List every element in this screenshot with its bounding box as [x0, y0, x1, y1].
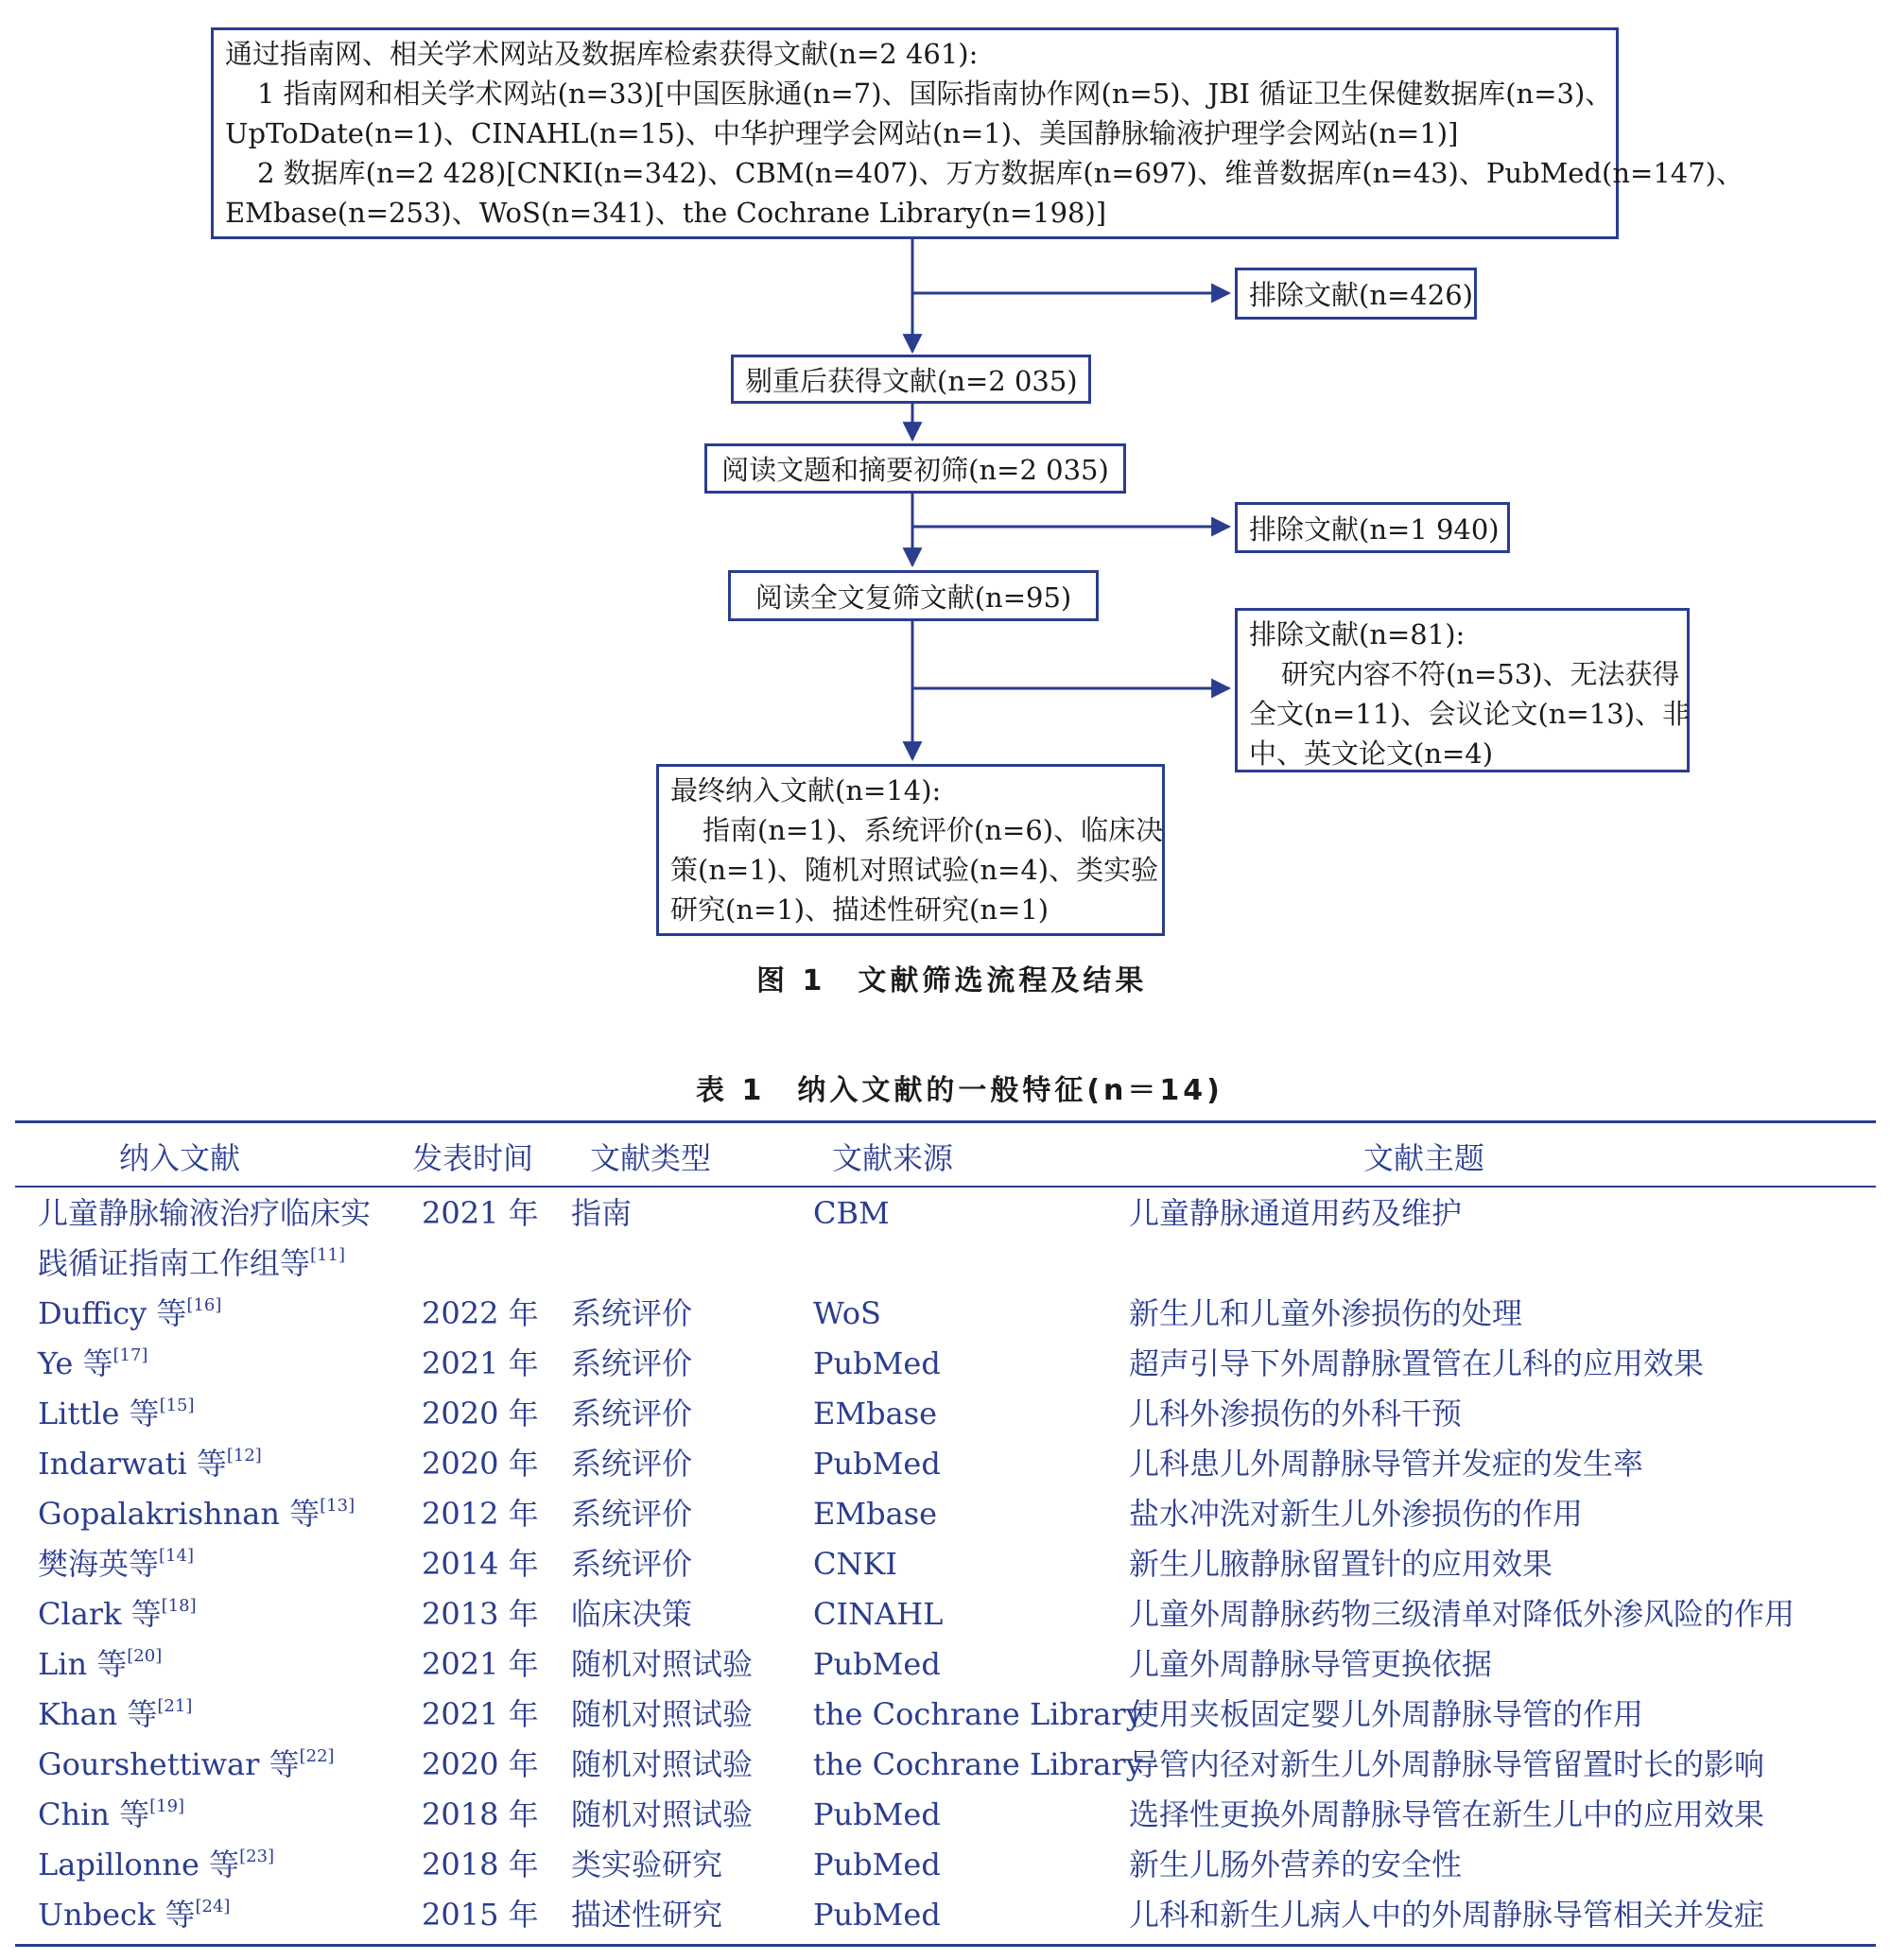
table-row	[0, 1890, 1891, 1940]
table-row	[0, 1489, 1891, 1539]
cell-topic: 儿童外周静脉药物三级清单对降低外渗风险的作用	[1129, 1596, 1796, 1632]
cell-reference	[38, 1639, 162, 1690]
cell-type: 临床决策	[571, 1596, 693, 1632]
exclude-box-1-text: 排除文献(n=426)	[1249, 279, 1473, 311]
screening-box	[704, 443, 1126, 494]
exclude-box-3-line4: 中、英文论文(n=4)	[1249, 737, 1494, 770]
cell-source: WoS	[813, 1295, 881, 1331]
table-bottom-rule	[15, 1944, 1876, 1947]
cell-year: 2021 年	[422, 1646, 539, 1682]
table-row	[0, 1740, 1891, 1790]
cell-reference	[38, 1539, 194, 1589]
citation: [14]	[159, 1546, 194, 1566]
cell-year: 2013 年	[422, 1596, 539, 1632]
search-box-line1: 通过指南网、相关学术网站及数据库检索获得文献(n=2 461):	[225, 38, 979, 70]
table-caption: 表 1 纳入文献的一般特征(n＝14)	[696, 1074, 1223, 1107]
final-box-line2: 指南(n=1)、系统评价(n=6)、临床决	[703, 814, 1164, 846]
cell-type: 描述性研究	[571, 1897, 723, 1933]
final-box-line3: 策(n=1)、随机对照试验(n=4)、类实验	[670, 854, 1159, 886]
cell-source: CBM	[813, 1195, 890, 1231]
exclude-box-3-line2: 研究内容不符(n=53)、无法获得	[1281, 658, 1680, 690]
search-box-line2: 1 指南网和相关学术网站(n=33)[中国医脉通(n=7)、国际指南协作网(n=5)、JBI 循证卫生保健数据库(n=3)、	[257, 78, 1613, 110]
table-row	[0, 1840, 1891, 1890]
cell-topic: 导管内径对新生儿外周静脉导管留置时长的影响	[1129, 1746, 1765, 1782]
cell-type: 随机对照试验	[571, 1696, 754, 1732]
cell-year: 2022 年	[422, 1295, 539, 1331]
reference-text: Lin 等	[38, 1646, 128, 1682]
cell-reference	[38, 1339, 147, 1389]
header-source: 文献来源	[832, 1140, 954, 1176]
table-top-rule	[15, 1120, 1876, 1123]
search-box-line3: UpToDate(n=1)、CINAHL(n=15)、中华护理学会网站(n=1)、美国静脉输液护理学会网站(n=1)]	[225, 117, 1459, 149]
cell-topic: 超声引导下外周静脉置管在儿科的应用效果	[1129, 1345, 1705, 1381]
citation: [19]	[149, 1796, 185, 1816]
table-row	[0, 1639, 1891, 1690]
reference-text: Clark 等	[38, 1596, 162, 1632]
cell-reference	[38, 1890, 230, 1940]
cell-year: 2018 年	[422, 1796, 539, 1832]
fulltext-box-text: 阅读全文复筛文献(n=95)	[755, 581, 1072, 614]
table-header-rule	[15, 1186, 1876, 1188]
citation: [16]	[186, 1295, 222, 1315]
cell-source: PubMed	[813, 1897, 941, 1933]
citation: [21]	[157, 1696, 193, 1716]
screening-box-text: 阅读文题和摘要初筛(n=2 035)	[721, 454, 1109, 486]
citation: [13]	[320, 1496, 356, 1516]
reference-text: Khan 等	[38, 1696, 158, 1732]
exclude-box-2	[1235, 502, 1510, 553]
cell-type: 随机对照试验	[571, 1746, 754, 1782]
cell-type: 随机对照试验	[571, 1646, 754, 1682]
table-row	[0, 1389, 1891, 1439]
final-box-line4: 研究(n=1)、描述性研究(n=1)	[670, 893, 1050, 926]
exclude-box-2-text: 排除文献(n=1 940)	[1249, 513, 1500, 546]
cell-year: 2021 年	[422, 1345, 539, 1381]
cell-reference	[38, 1840, 274, 1890]
table-row	[0, 1589, 1891, 1639]
cell-type: 指南	[571, 1195, 633, 1231]
cell-topic: 新生儿肠外营养的安全性	[1129, 1847, 1463, 1882]
cell-reference	[38, 1589, 197, 1639]
cell-type: 系统评价	[571, 1396, 693, 1431]
reference-text: Little 等	[38, 1396, 160, 1431]
cell-topic: 使用夹板固定婴儿外周静脉导管的作用	[1129, 1696, 1644, 1732]
table-row	[0, 1339, 1891, 1389]
cell-type: 系统评价	[571, 1295, 693, 1331]
search-box-line5: EMbase(n=253)、WoS(n=341)、the Cochrane Library(n=198)]	[225, 197, 1107, 229]
cell-source: PubMed	[813, 1847, 941, 1882]
cell-topic: 儿童静脉通道用药及维护	[1129, 1195, 1463, 1231]
cell-reference	[38, 1740, 335, 1790]
header-reference: 纳入文献	[119, 1140, 241, 1176]
cell-source: CINAHL	[813, 1596, 944, 1632]
search-results-box	[211, 27, 1744, 239]
citation: [11]	[310, 1245, 345, 1265]
citation: [18]	[161, 1596, 197, 1616]
cell-topic: 新生儿和儿童外渗损伤的处理	[1129, 1295, 1523, 1331]
cell-topic: 儿科外渗损伤的外科干预	[1129, 1396, 1463, 1431]
citation: [12]	[226, 1446, 262, 1466]
exclude-box-1	[1235, 268, 1477, 320]
cell-type: 系统评价	[571, 1345, 693, 1381]
cell-year: 2014 年	[422, 1546, 539, 1582]
citation: [23]	[239, 1847, 275, 1866]
reference-text: Gourshettiwar 等	[38, 1746, 300, 1782]
table-row	[0, 1188, 1891, 1239]
cell-reference	[38, 1439, 262, 1489]
reference-text: 樊海英等	[38, 1546, 160, 1582]
figure-caption: 图 1 文献筛选流程及结果	[756, 964, 1148, 997]
cell-source: PubMed	[813, 1446, 941, 1482]
cell-source: PubMed	[813, 1345, 941, 1381]
cell-year: 2018 年	[422, 1847, 539, 1882]
reference-text: Ye 等	[38, 1345, 113, 1381]
final-box-line1: 最终纳入文献(n=14):	[670, 774, 942, 807]
table-row	[0, 1539, 1891, 1589]
cell-topic: 新生儿腋静脉留置针的应用效果	[1129, 1546, 1553, 1582]
citation: [15]	[159, 1396, 195, 1415]
cell-reference-cont	[38, 1239, 345, 1289]
citation: [24]	[195, 1897, 231, 1917]
header-year: 发表时间	[412, 1140, 534, 1176]
table-row	[0, 1439, 1891, 1489]
citation: [22]	[299, 1746, 335, 1766]
cell-year: 2020 年	[422, 1396, 539, 1431]
table-row	[0, 1790, 1891, 1840]
reference-text: Indarwati 等	[38, 1446, 227, 1482]
cell-reference	[38, 1389, 195, 1439]
reference-text: Gopalakrishnan 等	[38, 1496, 321, 1532]
cell-reference	[38, 1489, 355, 1539]
cell-topic: 儿童外周静脉导管更换依据	[1129, 1646, 1493, 1682]
header-type: 文献类型	[590, 1140, 712, 1176]
exclude-box-3-line1: 排除文献(n=81):	[1249, 618, 1466, 650]
cell-year: 2015 年	[422, 1897, 539, 1933]
final-included-box	[656, 764, 1165, 936]
cell-topic: 选择性更换外周静脉导管在新生儿中的应用效果	[1129, 1796, 1765, 1832]
cell-source: the Cochrane Library	[813, 1746, 1143, 1782]
cell-year: 2020 年	[422, 1446, 539, 1482]
reference-text: Dufficy 等	[38, 1295, 187, 1331]
search-box-line4: 2 数据库(n=2 428)[CNKI(n=342)、CBM(n=407)、万方数据库(n=697)、维普数据库(n=43)、PubMed(n=147)、	[257, 157, 1744, 189]
cell-type: 系统评价	[571, 1546, 693, 1582]
dedup-box-text: 剔重后获得文献(n=2 035)	[745, 365, 1078, 397]
cell-reference	[38, 1289, 221, 1339]
reference-text: Lapillonne 等	[38, 1847, 240, 1882]
cell-topic: 盐水冲洗对新生儿外渗损伤的作用	[1129, 1496, 1584, 1532]
reference-text: 践循证指南工作组等	[38, 1245, 311, 1281]
citation: [20]	[127, 1646, 163, 1666]
cell-year: 2012 年	[422, 1496, 539, 1532]
citation: [17]	[113, 1345, 148, 1365]
cell-source: CNKI	[813, 1546, 898, 1582]
cell-topic: 儿科患儿外周静脉导管并发症的发生率	[1129, 1446, 1644, 1482]
cell-source: PubMed	[813, 1796, 941, 1832]
cell-source: EMbase	[813, 1396, 938, 1431]
header-topic: 文献主题	[1363, 1140, 1485, 1176]
cell-type: 系统评价	[571, 1496, 693, 1532]
fulltext-box	[728, 570, 1099, 621]
table-row	[0, 1289, 1891, 1339]
cell-reference	[38, 1690, 192, 1740]
exclude-box-3-line3: 全文(n=11)、会议论文(n=13)、非	[1249, 698, 1691, 730]
cell-type: 类实验研究	[571, 1847, 723, 1882]
cell-year: 2020 年	[422, 1746, 539, 1782]
cell-source: the Cochrane Library	[813, 1696, 1143, 1732]
cell-source: EMbase	[813, 1496, 938, 1532]
dedup-box	[731, 355, 1091, 404]
exclude-box-3	[1235, 608, 1690, 772]
reference-text: Unbeck 等	[38, 1897, 196, 1933]
cell-type: 随机对照试验	[571, 1796, 754, 1832]
table-row	[0, 1690, 1891, 1740]
cell-reference: 儿童静脉输液治疗临床实	[38, 1195, 372, 1231]
table-row-continuation	[0, 1239, 1891, 1289]
cell-type: 系统评价	[571, 1446, 693, 1482]
cell-topic: 儿科和新生儿病人中的外周静脉导管相关并发症	[1129, 1897, 1765, 1933]
reference-text: Chin 等	[38, 1796, 150, 1832]
cell-source: PubMed	[813, 1646, 941, 1682]
cell-reference	[38, 1790, 184, 1840]
cell-year: 2021 年	[422, 1696, 539, 1732]
cell-year: 2021 年	[422, 1195, 539, 1231]
